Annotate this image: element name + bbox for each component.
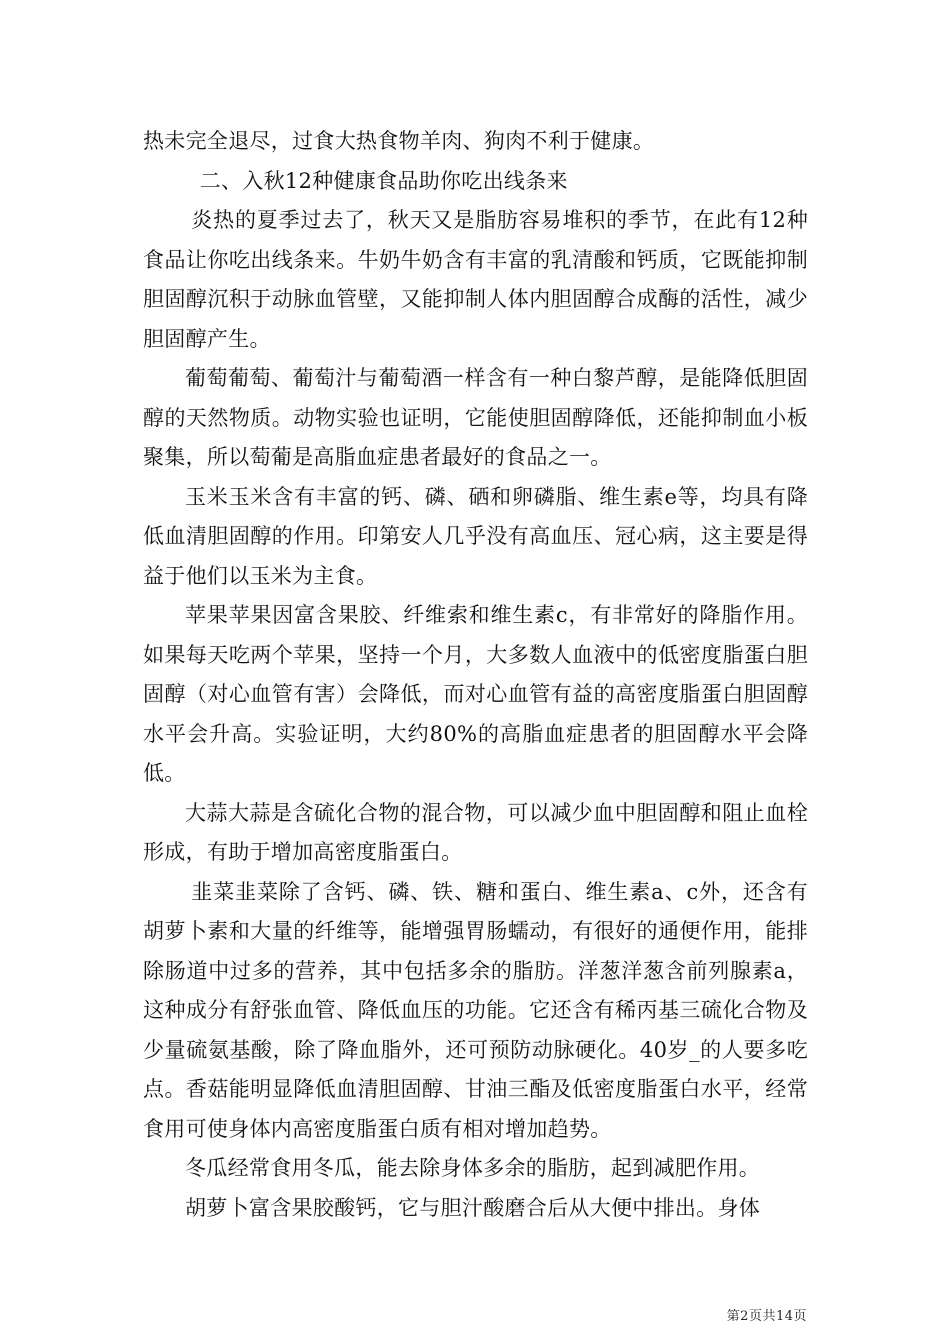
paragraph-garlic: 大蒜大蒜是含硫化合物的混合物，可以减少血中胆固醇和阻止血栓形成，有助于增加高密度脂蛋白。 [143, 800, 808, 864]
paragraph-leek: 韭菜韭菜除了含钙、磷、铁、糖和蛋白、维生素a、c外，还含有胡萝卜素和大量的纤维等，能增强胃肠蠕动，有很好的通便作用，能排除肠道中过多的营养，其中包括多余的脂肪。洋葱洋葱含前列腺素a，这种成分有舒张血管、降低血压的功能。它还含有稀丙基三硫化合物及少量硫氨基酸，除了降血脂外，还可预防动脉硬化。40岁_的人要多吃点。香菇能明显降低血清胆固醇、甘油三酯及低密度脂蛋白水平，经常食用可使身体内高密度脂蛋白质有相对增加趋势。 [143, 879, 808, 1141]
page-number: 第2页共14页 [726, 1309, 807, 1324]
paragraph-corn: 玉米玉米含有丰富的钙、磷、硒和卵磷脂、维生素e等，均具有降低血清胆固醇的作用。印第安人几乎没有高血压、冠心病，这主要是得益于他们以玉米为主食。 [143, 484, 808, 588]
paragraph-grape: 葡萄葡萄、葡萄汁与葡萄酒一样含有一种白黎芦醇，是能降低胆固醇的天然物质。动物实验也证明，它能使胆固醇降低，还能抑制血小板聚集，所以萄葡是高脂血症患者最好的食品之一。 [143, 366, 808, 469]
paragraph-winter-melon: 冬瓜经常食用冬瓜，能去除身体多余的脂肪，起到减肥作用。 [185, 1156, 761, 1180]
paragraph-apple: 苹果苹果因富含果胶、纤维索和维生素c，有非常好的降脂作用。如果每天吃两个苹果，坚持一个月，大多数人血液中的低密度脂蛋白胆固醇（对心血管有害）会降低，而对心血管有益的高密度脂蛋白胆固醇水平会升高。实验证明，大约80%的高脂血症患者的胆固醇水平会降低。 [143, 603, 808, 785]
paragraph-intro: 炎热的夏季过去了，秋天又是脂肪容易堆积的季节，在此有12种食品让你吃出线条来。牛奶牛奶含有丰富的乳清酸和钙质，它既能抑制胆固醇沉积于动脉血管壁，又能抑制人体内胆固醇合成酶的活性，减少胆固醇产生。 [143, 208, 808, 351]
document-body [143, 122, 808, 1228]
section-heading: 二、入秋12种健康食品助你吃出线条来 [199, 168, 568, 193]
paragraph-carrot: 胡萝卜富含果胶酸钙，它与胆汁酸磨合后从大便中排出。身体 [185, 1195, 761, 1220]
paragraph-continuation: 热未完全退尽，过食大热食物羊肉、狗肉不利于健康。 [143, 129, 655, 153]
